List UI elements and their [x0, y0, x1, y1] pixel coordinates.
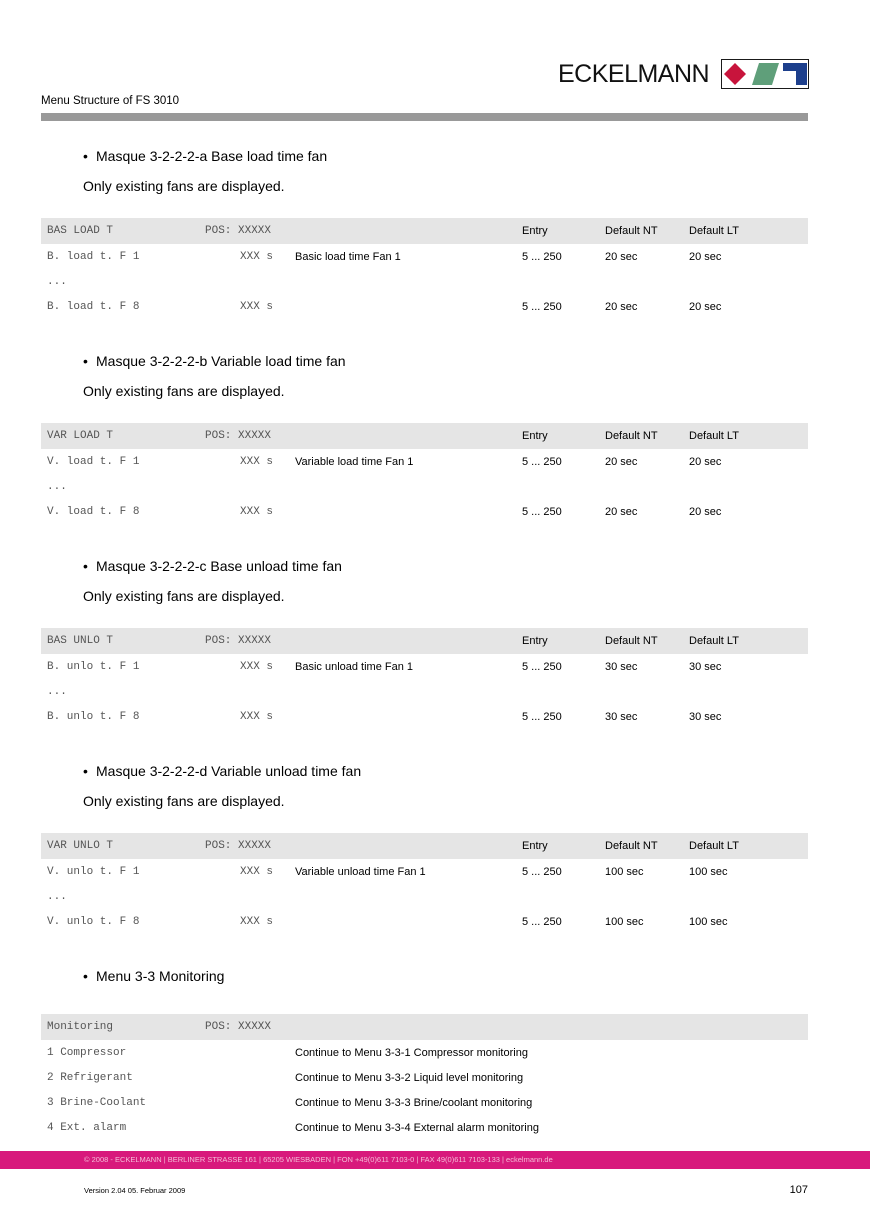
logo-mark-icon	[721, 59, 809, 89]
table-header	[41, 1014, 808, 1040]
table-row	[41, 679, 808, 704]
row-label: V. load t. F 1	[47, 456, 140, 468]
header-pos: POS: XXXXX	[205, 840, 272, 852]
footer-contact: © 2008 - ECKELMANN | BERLINER STRASSE 161 | 65205 WIESBADEN | FON +49(0)611 7103-0 | FAX 49(0)611 7103-133 | eckelmann.de	[84, 1155, 553, 1164]
table-variable-unload-time	[41, 833, 808, 934]
header-pos: POS: XXXXX	[205, 635, 272, 647]
table-row	[41, 909, 808, 934]
table-row	[41, 884, 808, 909]
table-row	[41, 244, 808, 269]
row-label: 3 Brine-Coolant	[47, 1097, 147, 1109]
table-base-load-time	[41, 218, 808, 319]
row-default-nt: 30 sec	[605, 661, 638, 673]
row-default-lt: 20 sec	[689, 506, 722, 518]
section-title: • Masque 3-2-2-2-b Variable load time fan	[83, 353, 346, 369]
section-title: • Masque 3-2-2-2-c Base unload time fan	[83, 558, 342, 574]
header-entry: Entry	[522, 840, 548, 852]
row-default-nt: 20 sec	[605, 456, 638, 468]
row-entry: 5 ... 250	[522, 916, 562, 928]
header-entry: Entry	[522, 430, 548, 442]
row-default-nt: 100 sec	[605, 866, 644, 878]
header-pos: POS: XXXXX	[205, 225, 272, 237]
row-default-lt: 100 sec	[689, 866, 728, 878]
row-value: XXX s	[240, 711, 274, 723]
row-value: XXX s	[240, 456, 274, 468]
table-row	[41, 269, 808, 294]
row-description: Variable unload time Fan 1	[295, 866, 426, 878]
row-value: XXX s	[240, 506, 274, 518]
row-default-lt: 20 sec	[689, 251, 722, 263]
row-ellipsis: ...	[47, 276, 67, 288]
row-value: XXX s	[240, 661, 274, 673]
table-row	[41, 859, 808, 884]
table-row	[41, 449, 808, 474]
table-row	[41, 294, 808, 319]
header-menu-name: BAS UNLO T	[47, 635, 114, 647]
header-entry: Entry	[522, 635, 548, 647]
row-ellipsis: ...	[47, 686, 67, 698]
row-default-nt: 20 sec	[605, 506, 638, 518]
row-label: V. load t. F 8	[47, 506, 140, 518]
row-description: Variable load time Fan 1	[295, 456, 414, 468]
section-note: Only existing fans are displayed.	[83, 383, 285, 399]
table-row	[41, 1065, 808, 1090]
row-default-lt: 20 sec	[689, 301, 722, 313]
row-label: B. load t. F 1	[47, 251, 140, 263]
section-note: Only existing fans are displayed.	[83, 588, 285, 604]
row-entry: 5 ... 250	[522, 711, 562, 723]
table-row	[41, 1090, 808, 1115]
header-default-nt: Default NT	[605, 635, 658, 647]
header-default-nt: Default NT	[605, 225, 658, 237]
header-pos: POS: XXXXX	[205, 430, 272, 442]
table-row	[41, 499, 808, 524]
header-menu-name: Monitoring	[47, 1021, 114, 1033]
row-ellipsis: ...	[47, 891, 67, 903]
table-header	[41, 218, 808, 244]
row-default-nt: 100 sec	[605, 916, 644, 928]
row-description: Continue to Menu 3-3-1 Compressor monitoring	[295, 1047, 528, 1059]
row-value: XXX s	[240, 866, 274, 878]
header-menu-name: VAR LOAD T	[47, 430, 114, 442]
section-title: • Masque 3-2-2-2-d Variable unload time fan	[83, 763, 362, 779]
row-entry: 5 ... 250	[522, 301, 562, 313]
table-header	[41, 628, 808, 654]
row-value: XXX s	[240, 301, 274, 313]
row-default-lt: 100 sec	[689, 916, 728, 928]
table-row	[41, 1040, 808, 1065]
row-entry: 5 ... 250	[522, 661, 562, 673]
row-label: 1 Compressor	[47, 1047, 127, 1059]
row-label: 2 Refrigerant	[47, 1072, 133, 1084]
table-base-unload-time	[41, 628, 808, 729]
row-default-nt: 20 sec	[605, 301, 638, 313]
row-entry: 5 ... 250	[522, 251, 562, 263]
table-header	[41, 423, 808, 449]
row-description: Continue to Menu 3-3-4 External alarm monitoring	[295, 1122, 539, 1134]
row-entry: 5 ... 250	[522, 866, 562, 878]
row-default-lt: 30 sec	[689, 661, 722, 673]
header-default-lt: Default LT	[689, 840, 739, 852]
row-default-lt: 20 sec	[689, 456, 722, 468]
header-default-lt: Default LT	[689, 430, 739, 442]
section-title: • Menu 3-3 Monitoring	[83, 968, 225, 984]
header-title: Menu Structure of FS 3010	[41, 95, 180, 107]
header-pos: POS: XXXXX	[205, 1021, 272, 1033]
header-menu-name: BAS LOAD T	[47, 225, 114, 237]
section-note: Only existing fans are displayed.	[83, 793, 285, 809]
company-logo	[558, 58, 810, 90]
row-label: V. unlo t. F 8	[47, 916, 140, 928]
table-row	[41, 1115, 808, 1140]
logo-text: ECKELMANN	[558, 60, 710, 88]
header-default-nt: Default NT	[605, 430, 658, 442]
version-date: Version 2.04 05. Februar 2009	[84, 1186, 186, 1195]
table-header	[41, 833, 808, 859]
row-default-nt: 30 sec	[605, 711, 638, 723]
row-description: Basic unload time Fan 1	[295, 661, 414, 673]
row-default-lt: 30 sec	[689, 711, 722, 723]
row-value: XXX s	[240, 916, 274, 928]
row-label: V. unlo t. F 1	[47, 866, 140, 878]
header-rule	[41, 113, 808, 121]
table-variable-load-time	[41, 423, 808, 524]
page-number: 107	[789, 1184, 808, 1196]
row-entry: 5 ... 250	[522, 506, 562, 518]
row-default-nt: 20 sec	[605, 251, 638, 263]
row-entry: 5 ... 250	[522, 456, 562, 468]
header-default-nt: Default NT	[605, 840, 658, 852]
table-row	[41, 474, 808, 499]
row-ellipsis: ...	[47, 481, 67, 493]
row-description: Continue to Menu 3-3-2 Liquid level monitoring	[295, 1072, 524, 1084]
row-value: XXX s	[240, 251, 274, 263]
header-default-lt: Default LT	[689, 635, 739, 647]
row-label: B. load t. F 8	[47, 301, 140, 313]
row-label: B. unlo t. F 1	[47, 661, 140, 673]
row-label: 4 Ext. alarm	[47, 1122, 127, 1134]
table-monitoring	[41, 1014, 808, 1140]
section-title: • Masque 3-2-2-2-a Base load time fan	[83, 148, 328, 164]
header-default-lt: Default LT	[689, 225, 739, 237]
row-description: Continue to Menu 3-3-3 Brine/coolant monitoring	[295, 1097, 533, 1109]
row-description: Basic load time Fan 1	[295, 251, 401, 263]
header-entry: Entry	[522, 225, 548, 237]
table-row	[41, 704, 808, 729]
row-label: B. unlo t. F 8	[47, 711, 140, 723]
header-menu-name: VAR UNLO T	[47, 840, 114, 852]
table-row	[41, 654, 808, 679]
section-note: Only existing fans are displayed.	[83, 178, 285, 194]
